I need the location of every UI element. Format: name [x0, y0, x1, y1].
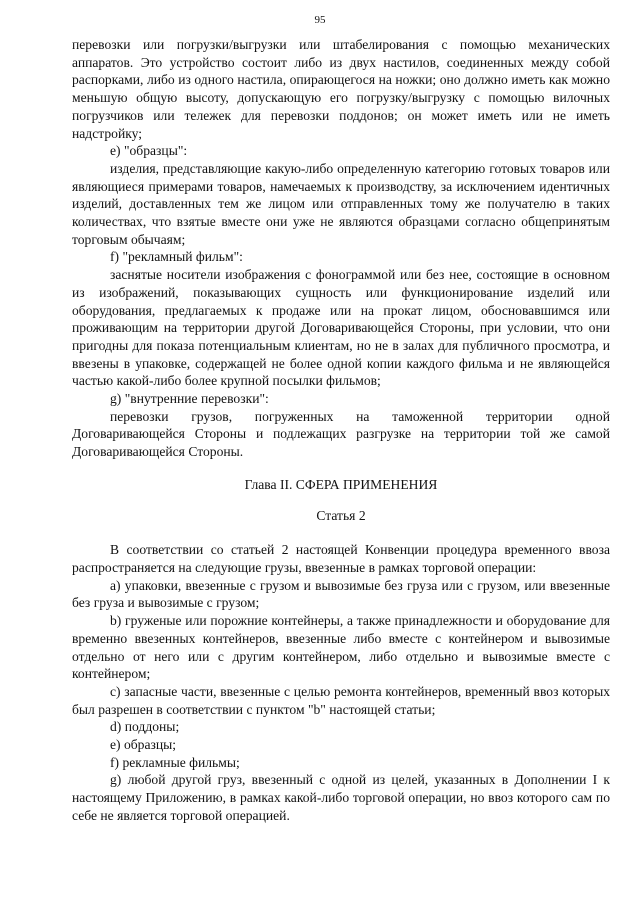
article-item: d) поддоны; — [110, 719, 180, 735]
internal-transport-term: g) "внутренние перевозки": — [110, 391, 269, 407]
chapter-title: Глава II. СФЕРА ПРИМЕНЕНИЯ — [244, 476, 438, 492]
article-item: g) любой другой груз, ввезенный с одной из целей, указанных в Дополнении I к настоящему Приложению, в рамках какой-либо торговой операции, но ввоз которого сам по себе не является торговой операцией. — [72, 772, 610, 823]
promo-film-term: f) "рекламный фильм": — [110, 249, 243, 265]
samples-definition: изделия, представляющие какую-либо определенную категорию готовых товаров или являющиеся примерами товаров, намечаемых к производству, за исключением идентичных изделий, доставленных тем же лицом или отправленных тому же получателю в таких количествах, что взятые вместе они уже не являются образцами согласно общепринятым торговым обычаям; — [72, 160, 610, 247]
samples-term: e) "образцы": — [110, 143, 188, 159]
pallets-definition-continuation: перевозки или погрузки/выгрузки или штабелирования с помощью механических аппаратов. Это устройство состоит либо из двух настилов, соединенных между собой распорками, либо из одного настила, опирающегося на ножки; оно должно иметь как можно меньшую общую высоту, допускающую его погрузку/выгрузку с помощью вилочных погрузчиков или тележек для перевозки поддонов; он может иметь или не иметь надстройку; — [72, 37, 610, 141]
page-number: 95 — [314, 14, 326, 26]
article-item: b) груженые или порожние контейнеры, а также принадлежности и оборудование для временно ввезенных контейнеров, ввезенные либо вместе с контейнером и вывозимые отдельно от него или с другим контейнером, либо отдельно и вывозимые вместе с контейнером; — [72, 613, 610, 682]
internal-transport-definition: перевозки грузов, погруженных на таможенной территории одной Договаривающейся Стороны и подлежащих разгрузке на территории той же самой Договаривающейся Стороны. — [72, 408, 610, 460]
article-item: c) запасные части, ввезенные с целью ремонта контейнеров, временный ввоз которых был разрешен в соответствии с пунктом "b" настоящей статьи; — [72, 683, 610, 717]
document-body — [72, 36, 610, 825]
article-title: Статья 2 — [316, 507, 366, 523]
article-item: e) образцы; — [110, 737, 177, 753]
article-item: a) упаковки, ввезенные с грузом и вывозимые без груза или с грузом, или ввезенные без груза и вывозимые с грузом; — [72, 577, 610, 611]
promo-film-definition: заснятые носители изображения с фонограммой или без нее, состоящие в основном из изображений, показывающих сущность или функционирование изделий или оборудования, предлагаемых к продаже или на прокат лицом, обосновавшимся или проживающим на территории другой Договаривающейся Стороны, при условии, что они пригодны для показа потенциальным клиентам, но не в залах для публичного просмотра, и ввезены в упаковке, содержащей не более одной копии каждого фильма и не являющейся частью какой-либо более крупной посылки фильмов; — [72, 267, 610, 389]
article-intro: В соответствии со статьей 2 настоящей Конвенции процедура временного ввоза распространяется на следующие грузы, ввезенные в рамках торговой операции: — [72, 542, 610, 575]
article-item: f) рекламные фильмы; — [110, 754, 240, 770]
